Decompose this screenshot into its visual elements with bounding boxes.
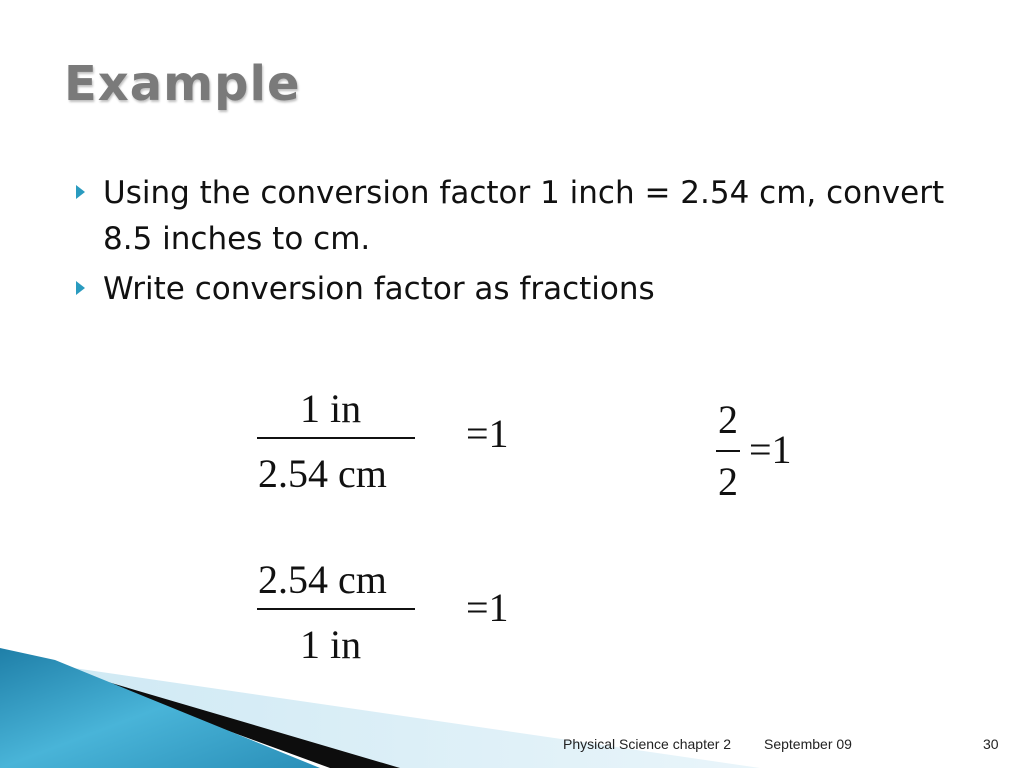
equation-2-numerator: 2.54 cm <box>258 557 387 602</box>
bullet-arrow-icon <box>76 281 85 295</box>
equation-2-result: =1 <box>466 585 509 630</box>
bullet-item <box>72 170 992 262</box>
slide-title: Example <box>64 56 301 112</box>
bullet-text: Using the conversion factor 1 inch = 2.54 cm, convert 8.5 inches to cm. <box>103 175 945 257</box>
equation-2-denominator: 1 in <box>300 622 362 667</box>
equation-1-fraction-bar <box>257 437 415 439</box>
bullet-text: Write conversion factor as fractions <box>103 271 655 307</box>
equation-3-denominator: 2 <box>718 459 738 504</box>
equation-1-denominator: 2.54 cm <box>258 451 387 496</box>
equation-3-numerator: 2 <box>718 397 738 442</box>
bullet-arrow-icon <box>76 185 85 199</box>
equation-3-result: =1 <box>749 427 792 472</box>
equation-1-result: =1 <box>466 411 509 456</box>
equation-1-numerator: 1 in <box>300 386 362 431</box>
bullet-list <box>72 170 992 316</box>
page-number: 30 <box>983 736 999 752</box>
footer-title: Physical Science chapter 2 <box>563 736 732 752</box>
equation-2-fraction-bar <box>257 608 415 610</box>
equation-3-fraction-bar <box>716 450 740 452</box>
footer-date: September 09 <box>764 736 852 752</box>
bullet-item <box>72 266 992 312</box>
